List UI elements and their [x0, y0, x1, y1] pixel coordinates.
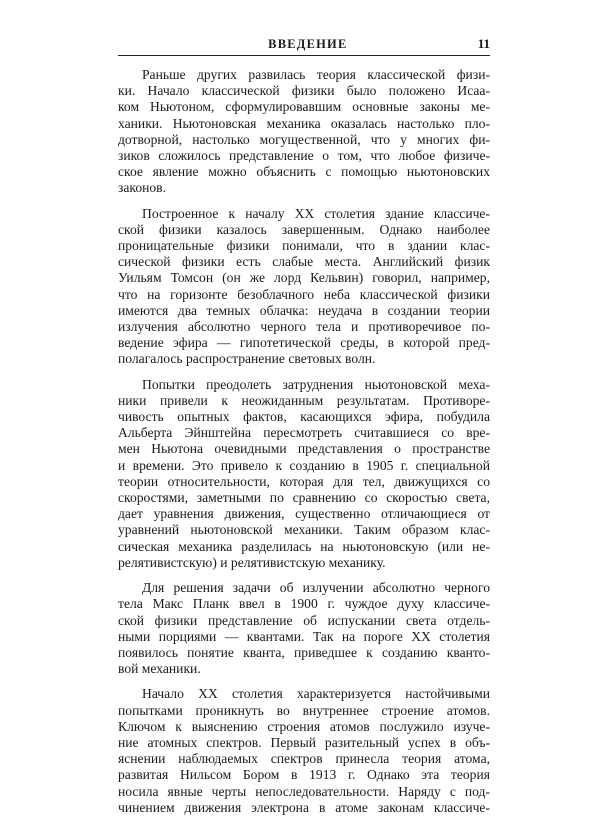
text-line: ние атомных спектров. Первый разительный успех в объ-	[118, 734, 490, 750]
text-line: релятивистскую) и релятивистскую механику.	[118, 554, 386, 570]
text-line: Попытки преодолеть затруднения ньютоновской меха-	[142, 376, 490, 392]
text-line: ком Ньютоном, сформулировавшим основные законы ме-	[118, 99, 490, 115]
paragraph	[118, 377, 490, 571]
text-line: излучения абсолютно черного тела и противоречивое по-	[118, 319, 490, 335]
paragraph	[118, 206, 490, 368]
chapter-title: ВВЕДЕНИЕ	[268, 37, 348, 51]
text-line: Для решения задачи об излучении абсолютно черного	[142, 580, 490, 596]
text-line: ки. Начало классической физики было положено Исаа-	[118, 83, 490, 99]
text-line: ское явление можно объяснить с помощью ньютоновских	[118, 164, 490, 180]
book-page	[118, 36, 490, 825]
text-line: чивость опытных фактов, касающихся эфира, побудила	[118, 409, 490, 425]
text-line: Начало XX столетия характеризуется настойчивыми	[142, 686, 490, 702]
text-line: ской физики казалось завершенным. Однако наиболее	[118, 221, 490, 237]
text-line: Ключом к выяснению строения атомов послужило изуче-	[118, 718, 490, 734]
text-line: что на горизонте безоблачного неба классической физики	[118, 286, 490, 302]
text-line: ными порциями — квантами. Так на пороге XX столетия	[118, 628, 490, 644]
text-line: сическая механика разделилась на ньютоновскую (или не-	[118, 538, 490, 554]
text-line: теории относительности, которая для тел, движущихся со	[118, 473, 490, 489]
text-line: ской физики представление об испускании света отдель-	[118, 612, 490, 628]
page-number: 11	[477, 36, 490, 51]
text-line: проницательные физики понимали, что в здании клас-	[118, 238, 490, 254]
text-line: уравнений ньютоновской механики. Таким образом клас-	[118, 522, 490, 538]
text-line: полагалось распространение световых волн.	[118, 351, 376, 367]
running-header	[118, 36, 490, 56]
text-line: Уильям Томсон (он же лорд Кельвин) говорил, например,	[118, 270, 490, 286]
text-line: Построенное к началу XX столетия здание классиче-	[142, 205, 490, 221]
text-line: Раньше других развилась теория классической физи-	[142, 67, 490, 82]
text-line: яснении наблюдаемых спектров принесла теория атома,	[118, 751, 490, 767]
text-line: ведение эфира — гипотетической среды, в которой пред-	[118, 335, 490, 351]
text-line: тела Макс Планк ввел в 1900 г. чуждое духу классиче-	[118, 596, 490, 612]
text-line: носила явные черты непоследовательности. Наряду с под-	[118, 783, 490, 799]
text-line: мен Ньютона очевидными представления о пространстве	[118, 441, 490, 457]
text-line: Альберта Эйнштейна пересмотреть считавшиеся со вре-	[118, 425, 490, 441]
text-line: имеются два темных облачка: неудача в создании теории	[118, 302, 490, 318]
text-line: чинением движения электрона в атоме законам классиче-	[118, 799, 490, 815]
text-line: ханики. Ньютоновская механика оказалась настолько пло-	[118, 115, 490, 131]
paragraph	[118, 580, 490, 677]
text-line: дотворной, настолько могущественной, что у многих фи-	[118, 131, 490, 147]
text-line: и времени. Это привело к созданию в 1905 г. специальной	[118, 457, 490, 473]
text-line: развитая Нильсом Бором в 1913 г. Однако эта теория	[118, 767, 490, 783]
text-line: ники привели к неожиданным результатам. Противоре-	[118, 392, 490, 408]
text-line: сической физики есть слабые места. Английский физик	[118, 254, 490, 270]
text-line: скоростями, заметными по сравнению со скоростью света,	[118, 490, 490, 506]
text-line: появилось понятие кванта, приведшее к созданию кванто-	[118, 644, 490, 660]
paragraph	[118, 686, 490, 816]
text-line: вой механики.	[118, 661, 201, 677]
paragraph	[118, 67, 490, 197]
text-line: законов.	[118, 180, 167, 196]
text-line: зиков сложилось представление о том, что любое физиче-	[118, 148, 490, 164]
text-line: дает уравнения движения, существенно отличающиеся от	[118, 506, 490, 522]
text-line: попытками проникнуть во внутреннее строение атомов.	[118, 702, 490, 718]
